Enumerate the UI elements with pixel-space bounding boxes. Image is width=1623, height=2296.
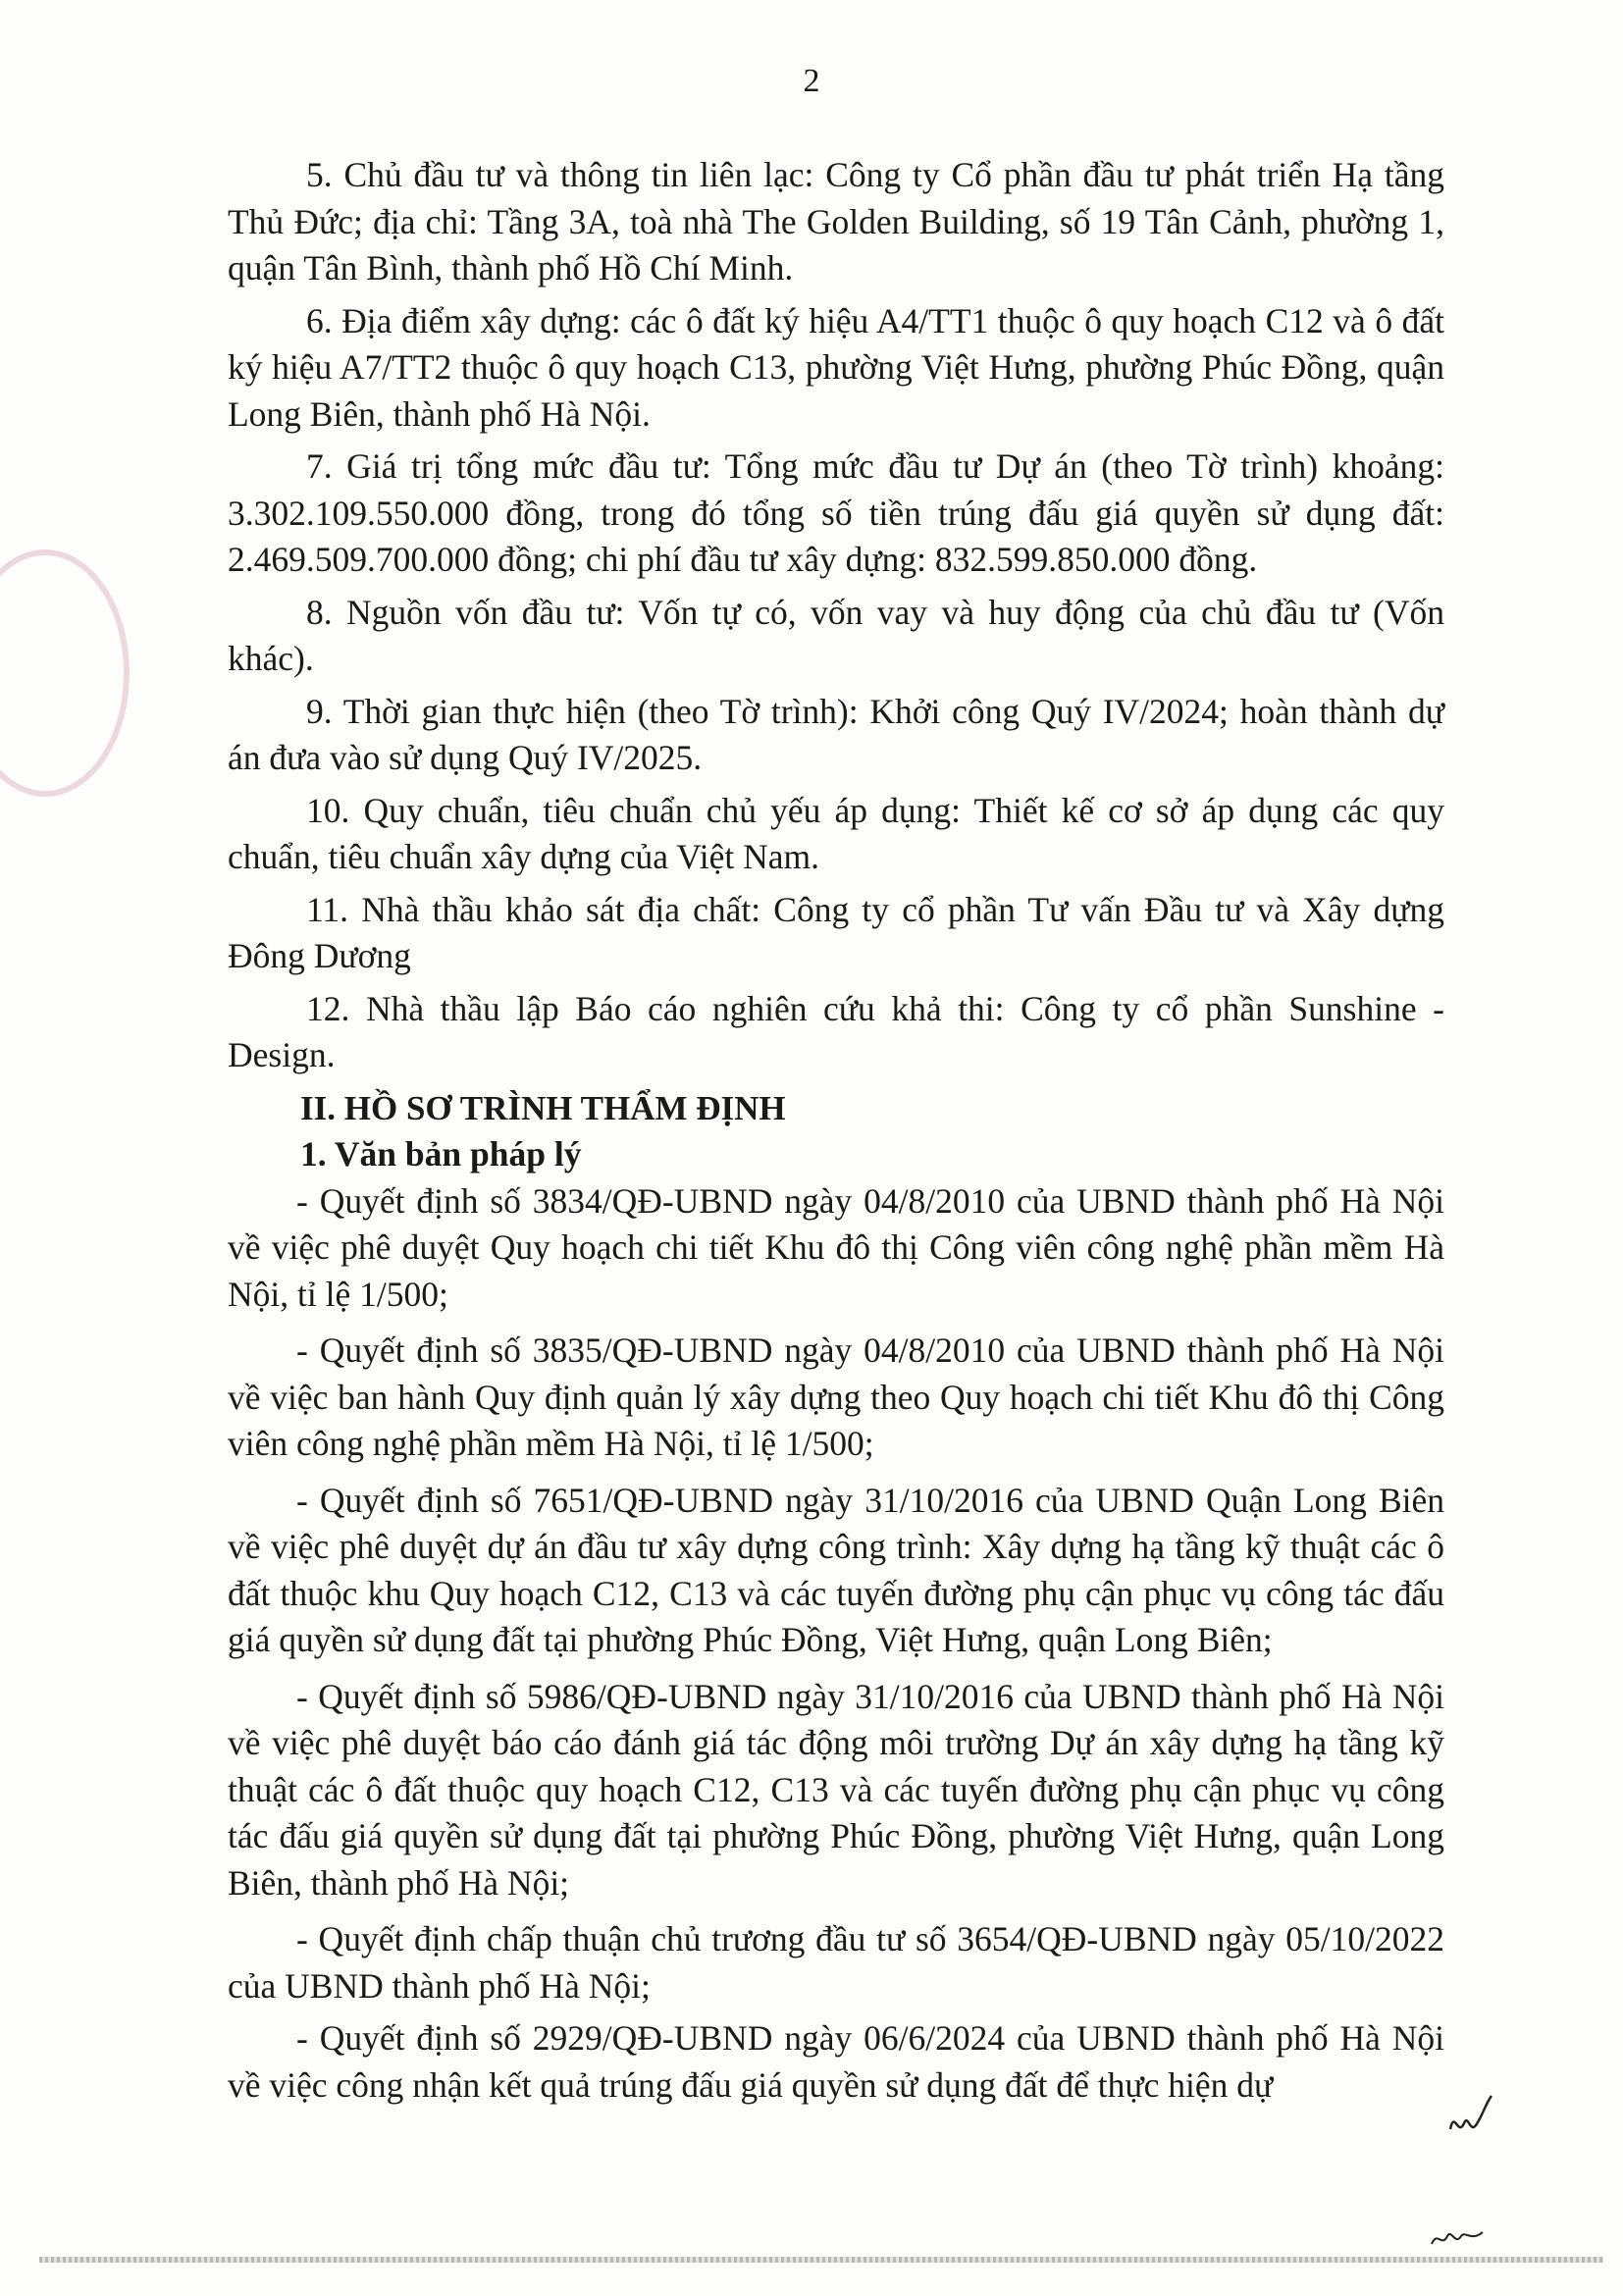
document-body xyxy=(228,152,1444,2109)
section-heading: II. HỒ SƠ TRÌNH THẨM ĐỊNH xyxy=(300,1088,786,1127)
signature-icon xyxy=(1442,2090,1501,2144)
initials-icon xyxy=(1428,2222,1487,2252)
paragraph-standards: 10. Quy chuẩn, tiêu chuẩn chủ yếu áp dụng: Thiết kế cơ sở áp dụng các quy chuẩn, tiêu chuẩn xây dựng của Việt Nam. xyxy=(228,790,1444,876)
scan-edge xyxy=(39,2257,1603,2263)
legal-item: - Quyết định số 2929/QĐ-UBND ngày 06/6/2024 của UBND thành phố Hà Nội về việc công nhận kết quả trúng đấu giá quyền sử dụng đất để thực hiện dự xyxy=(228,2018,1444,2105)
legal-item: - Quyết định số 3835/QĐ-UBND ngày 04/8/2010 của UBND thành phố Hà Nội về việc ban hành Quy định quản lý xây dựng theo Quy hoạch chi tiết Khu đô thị Công viên công nghệ phần mềm Hà Nội, tỉ lệ 1/500; xyxy=(228,1331,1444,1463)
paragraph-timeline: 9. Thời gian thực hiện (theo Tờ trình): Khởi công Quý IV/2024; hoàn thành dự án đưa vào sử dụng Quý IV/2025. xyxy=(228,691,1444,777)
paragraph-investor: 5. Chủ đầu tư và thông tin liên lạc: Công ty Cổ phần đầu tư phát triển Hạ tầng Thủ Đức; địa chỉ: Tầng 3A, toà nhà The Golden Building, số 19 Tân Cảnh, phường 1, quận Tân Bình, thành phố Hồ Chí Minh. xyxy=(228,155,1444,287)
faded-stamp xyxy=(0,549,130,797)
paragraph-survey-contractor: 11. Nhà thầu khảo sát địa chất: Công ty cổ phần Tư vấn Đầu tư và Xây dựng Đông Dương xyxy=(228,889,1444,975)
paragraph-report-contractor: 12. Nhà thầu lập Báo cáo nghiên cứu khả thi: Công ty cổ phần Sunshine - Design. xyxy=(228,988,1444,1074)
legal-item: - Quyết định chấp thuận chủ trương đầu tư số 3654/QĐ-UBND ngày 05/10/2022 của UBND thành phố Hà Nội; xyxy=(228,1919,1444,2006)
paragraph-funding-source: 8. Nguồn vốn đầu tư: Vốn tự có, vốn vay và huy động của chủ đầu tư (Vốn khác). xyxy=(228,592,1444,678)
legal-item: - Quyết định số 7651/QĐ-UBND ngày 31/10/2016 của UBND Quận Long Biên về việc phê duyệt dự án đầu tư xây dựng công trình: Xây dựng hạ tầng kỹ thuật các ô đất thuộc khu Quy hoạch C12, C13 và các tuyến đường phụ cận phục vụ công tác đấu giá quyền sử dụng đất tại phường Phúc Đồng, Việt Hưng, quận Long Biên; xyxy=(228,1480,1444,1659)
paragraph-location: 6. Địa điểm xây dựng: các ô đất ký hiệu A4/TT1 thuộc ô quy hoạch C12 và ô đất ký hiệu A7/TT2 thuộc ô quy hoạch C13, phường Việt Hưng, phường Phúc Đồng, quận Long Biên, thành phố Hà Nội. xyxy=(228,300,1444,434)
legal-item: - Quyết định số 5986/QĐ-UBND ngày 31/10/2016 của UBND thành phố Hà Nội về việc phê duyệt báo cáo đánh giá tác động môi trường Dự án xây dựng hạ tầng kỹ thuật các ô đất thuộc quy hoạch C12, C13 và các tuyến đường phụ cận phục vụ công tác đấu giá quyền sử dụng đất tại phường Phúc Đồng, phường Việt Hưng, quận Long Biên, thành phố Hà Nội; xyxy=(228,1676,1444,1903)
legal-item: - Quyết định số 3834/QĐ-UBND ngày 04/8/2010 của UBND thành phố Hà Nội về việc phê duyệt Quy hoạch chi tiết Khu đô thị Công viên công nghệ phần mềm Hà Nội, tỉ lệ 1/500; xyxy=(228,1180,1444,1314)
paragraph-investment-value: 7. Giá trị tổng mức đầu tư: Tổng mức đầu tư Dự án (theo Tờ trình) khoảng: 3.302.109.550.000 đồng, trong đó tổng số tiền trúng đấu giá quyền sử dụng đất: 2.469.509.700.000 đồng; chi phí đầu tư xây dựng: 832.599.850.000 đồng. xyxy=(228,446,1444,579)
page-number: 2 xyxy=(803,63,820,99)
sub-heading: 1. Văn bản pháp lý xyxy=(300,1134,582,1174)
